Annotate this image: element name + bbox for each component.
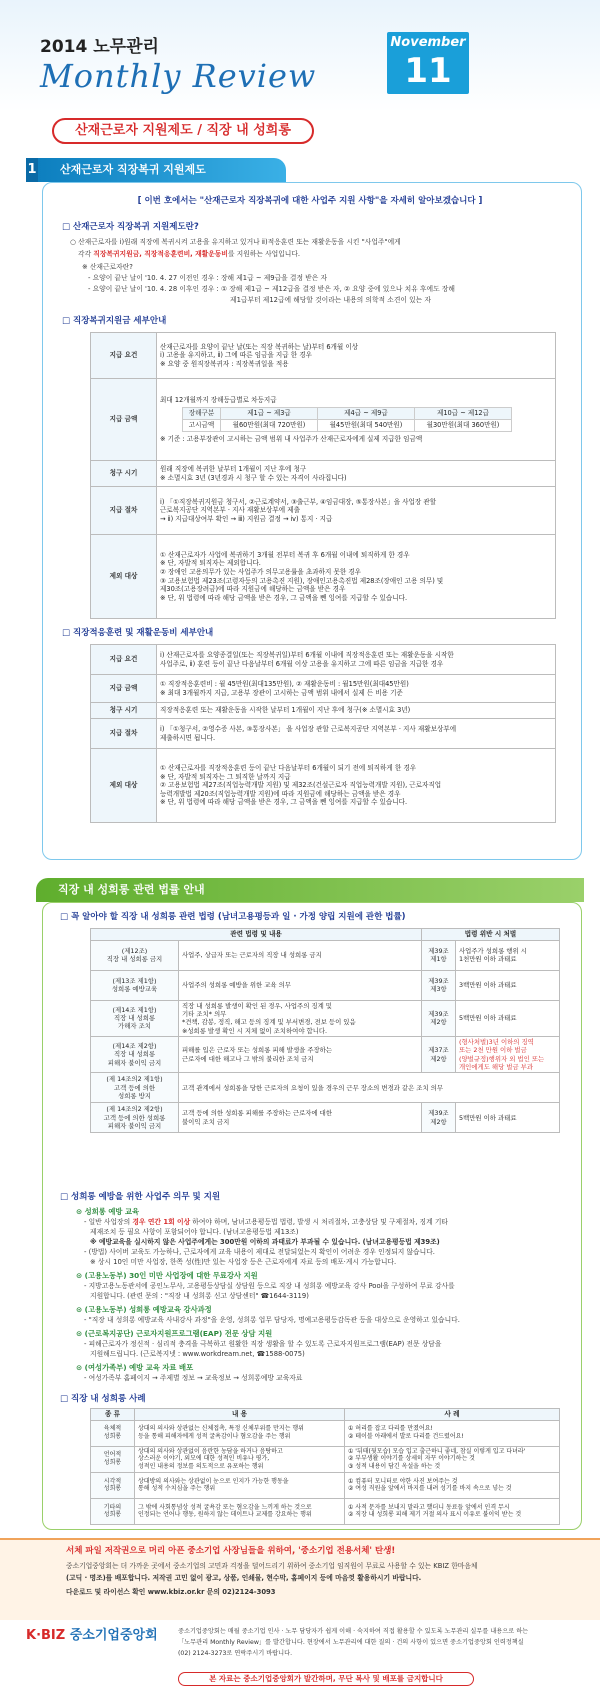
t2-r5c: ② 고용보험법 제27조(직업능력개발 지원) 및 제32조(건설근로자 직업능력개발 지원), 근로자직업 <box>160 781 442 790</box>
header-title: Monthly Review <box>40 57 317 95</box>
t1-r2b: ※ 기준 : 고용부장관이 고시하는 금액 범위 내 사업주가 산재근로자에게 실제 지급한 임금액 <box>160 434 423 443</box>
t1-r1c: ※ 요양 중 원직장복귀자 : 직장복귀일을 적용 <box>160 359 289 368</box>
section1-tab: 산재근로자 직장복귀 지원제도 <box>38 158 286 182</box>
duty-s4b: 지원해드립니다. (근로복지넷 : www.workdream.net, ☎1588-0075) <box>90 1350 305 1358</box>
t2-key-claim: 청구 시기 <box>91 703 157 719</box>
law-cell-art: 제39조 제2항 <box>422 1103 456 1133</box>
t2-r3a: 직장적응훈련 또는 재활운동을 시작한 날부터 1개월이 지난 후에 청구(※ 소멸시효 3년) <box>157 703 556 719</box>
t1-r1b: ⅰ) 고용을 유지하고, ⅱ) 그에 따른 임금을 지급 한 경우 <box>160 351 312 360</box>
law-heading: □ 꼭 알아야 할 직장 내 성희롱 관련 법령 (남녀고용평등과 일 · 가정 양립 지원에 관한 법률) <box>60 912 406 923</box>
cases-row <box>91 1420 560 1446</box>
law-cell-art: 제39조 제2항 <box>422 1000 456 1036</box>
cases-cell-type: 육체적 성희롱 <box>91 1420 135 1446</box>
cases-cell-content: 상대방의 의사와는 상관없이 눈으로 인지가 가능한 행동을 통해 성적 수치심을 주는 행위 <box>135 1472 345 1498</box>
cases-cell-type: 언어적 성희롱 <box>91 1446 135 1472</box>
law-row <box>91 940 560 970</box>
law-cell-art: 제37조 제2항 <box>422 1036 456 1072</box>
law-row <box>91 1000 560 1036</box>
duty-s4: ⊙ (근로복지공단) 근로자지원프로그램(EAP) 전문 상담 지원 <box>76 1329 272 1338</box>
law-cell-content: 사업주, 상급자 또는 근로자의 직장 내 성희롱 금지 <box>179 940 422 970</box>
t1-r5c: ② 장애인 고용의무가 있는 사업주가 의무고용률을 초과하지 못한 경우 <box>160 567 362 576</box>
kbiz-logo-mark: K·BIZ <box>26 1628 66 1643</box>
t2-r5d: 능력개발법 제20조(직업능력개발 지원)에 따라 지원금에 해당하는 금액을 받은 경우 <box>160 789 401 798</box>
kbiz-logo-text: 중소기업중앙회 <box>69 1628 158 1643</box>
t1-key-requirement: 지급 요건 <box>91 333 157 379</box>
t1-r3a: 원래 직장에 복귀한 날부터 1개월이 지난 후에 청구 <box>160 464 307 473</box>
cases-header-cell: 내 용 <box>135 1409 345 1421</box>
main-title: 산재근로자 지원제도 / 직장 내 성희롱 <box>52 118 314 144</box>
t1-r1a: 산재근로자를 요양이 끝난 날(또는 직장 복귀하는 날)부터 6개월 이상 <box>160 342 359 351</box>
law-row <box>91 1073 560 1103</box>
t2-r1a: ⅰ) 산재근로자를 요양종결일(또는 직장복귀일)부터 6개월 이내에 직장적응훈련 또는 재활운동을 시작한 <box>160 650 454 659</box>
footer-headline: 서체 파일 저작권으로 머리 아픈 중소기업 사장님들을 위하여, '중소기업 전용서체' 탄생! <box>66 1546 396 1556</box>
duty-s1d: - (방법) 사이버 교육도 가능하나, 근로자에게 교육 내용이 제대로 전달되었는지 확인이 어려운 경우 인정되지 않습니다. <box>84 1248 435 1256</box>
t2-key-exclusion: 제외 대상 <box>91 749 157 823</box>
law-cell-art: 제39조 제1항 <box>422 940 456 970</box>
t1-heading: □ 직장복귀지원금 세부안내 <box>62 316 166 327</box>
law-cell-penalty: 사업주가 성희롱 행위 시 1천만원 이하 과태료 <box>456 940 560 970</box>
t1-r5f: ※ 단, 위 법령에 따라 해당 금액을 받은 경우, 그 금액을 뺀 잉여를 지급할 수 있습니다. <box>160 593 408 602</box>
t1-key-exclusion: 제외 대상 <box>91 535 157 619</box>
grade-header-cell: 제4급 ~ 제9급 <box>317 408 414 420</box>
footer-line3: (고딕 · 명조)를 배포합니다. 저작권 고민 없이 광고, 상품, 인쇄물, 현수막, 홈페이지 등에 마음껏 활용하시기 바랍니다. <box>66 1574 422 1582</box>
t1-r5e: 제30조(고용장려금)에 따라 지원금에 해당하는 금액을 받은 경우 <box>160 585 346 594</box>
t2-table <box>90 644 556 823</box>
law-cell-law: (제14조 제1항) 직장 내 성희롱 가해자 조치 <box>91 1000 179 1036</box>
duty-s2a: - 지방고용노동관서에 공인노무사, 고용평등상담실 상담원 등으로 직장 내 성희롱 예방교육 강사 Pool을 구성하여 무료 강사를 <box>84 1282 455 1290</box>
grade-header-cell: 제1급 ~ 제3급 <box>221 408 318 420</box>
what-case1: - 요양이 끝난 날이 '10. 4. 27 이전인 경우 : 장해 제1급 ~ 제9급을 결정 받은 자 <box>88 274 328 282</box>
duty-s3: ⊙ (고용노동부) 성희롱 예방교육 강사과정 <box>76 1305 212 1314</box>
cases-cell-content: 상대의 의사와 상관없이 음란한 농담을 하거나 음탕하고 상스러운 이야기, 외모에 대한 성적인 비유나 평가, 성적인 내용의 정보를 의도적으로 유포하는 행위 <box>135 1446 345 1472</box>
duty-s1: ⊙ 성희롱 예방 교육 <box>76 1207 139 1216</box>
what-line2: 각각 직장복귀지원금, 직장적응훈련비, 재활운동비를 지원하는 사업입니다. <box>78 250 301 258</box>
grade-table <box>182 407 512 431</box>
cases-cell-example: ① '뒤태(뒷모습) 모습 입고 출근하니 좋네, 참실 이렇게 입고 다녀라' ② 부부생활 이야기를 상세히 자꾸 이야기하는 것 ③ 성적 내용이 담긴 옥설을 하는 것 <box>345 1446 560 1472</box>
t2-heading: □ 직장적응훈련 및 재활운동비 세부안내 <box>62 628 213 639</box>
cases-row <box>91 1472 560 1498</box>
t1-key-amount: 지급 금액 <box>91 379 157 461</box>
t2-r2a: ① 직장적응훈련비 : 월 45만원(최대135만원), ② 재활운동비 : 월15만원(최대45만원) <box>160 679 409 688</box>
cases-row <box>91 1498 560 1524</box>
t1-key-procedure: 지급 절차 <box>91 487 157 535</box>
grade-header-cell: 제10급 ~ 제12급 <box>414 408 511 420</box>
grade-header-cell: 장해구분 <box>183 408 221 420</box>
duty-s4a: - 피해근로자가 정신적 · 심리적 충격을 극복하고 원활한 직장 생활을 할 수 있도록 근로자지원프로그램(EAP) 전문 상담을 <box>84 1340 442 1348</box>
law-cell-content: 고객 관계에서 성희롱을 당한 근로자의 요청이 있을 경우의 근무 장소의 변경과 같은 조치 의무 <box>179 1073 560 1103</box>
cases-cell-type: 기타의 성희롱 <box>91 1498 135 1524</box>
law-cell-penalty: 3백만원 이하 과태료 <box>456 970 560 1000</box>
duty-heading: □ 성희롱 예방을 위한 사업주 의무 및 지원 <box>60 1192 220 1203</box>
law-row <box>91 970 560 1000</box>
duty-s2b: 지원합니다. (관련 문의 : "직장 내 성희롱 신고 상담센터" ☎1644-3119) <box>90 1292 309 1300</box>
law-cell-art: 제39조 제3항 <box>422 970 456 1000</box>
law-head-left: 관련 법령 및 내용 <box>91 929 422 941</box>
footer-desc1: 중소기업중앙회는 매월 중소기업 인사 · 노무 담당자가 쉽게 이해 · 숙지하여 직접 활용할 수 있도록 노무관리 실무를 내용으로 하는 <box>178 1628 529 1635</box>
footer-desc3: (02) 2124-3273로 연락주시기 바랍니다. <box>178 1650 293 1657</box>
issue-badge <box>387 32 469 94</box>
duty-s5a: - 여성가족부 홈페이지 → 주제별 정보 → 교육정보 → 성희롱예방 교육자료 <box>84 1374 303 1382</box>
law-cell-law: (제13조 제1항) 성희롱 예방교육 <box>91 970 179 1000</box>
cases-cell-content: 그 밖에 사회통념상 성적 굴욕감 또는 혐오감을 느끼게 하는 것으로 인정되는 언어나 행동, 원하지 않는 데이트나 교제를 강요하는 행위 <box>135 1498 345 1524</box>
issue-day: 11 <box>404 50 452 91</box>
grade-value-cell: 고시금액 <box>183 420 221 432</box>
t2-r4a: ⅰ) 「①청구서, ②영수증 사본, ③통장사본」 을 사업장 관할 근로복지공단 지역본부 · 지사 재활보상부에 <box>160 724 457 733</box>
cases-heading: □ 직장 내 성희롱 사례 <box>60 1394 146 1405</box>
law-cell-content: 피해를 입은 근로자 또는 성희롱 피해 발생을 주장하는 근로자에 대한 해고나 그 밖의 불리한 조치 금지 <box>179 1036 422 1072</box>
t1-r4c: → ⅱ) 지급대상여부 확인 → ⅲ) 지원금 결정 → ⅳ) 통지 · 지급 <box>160 514 333 523</box>
law-cell-law: (제 14조의2 제1항) 고객 등에 의한 성희롱 방지 <box>91 1073 179 1103</box>
footer-desc2: 「노무관리 Monthly Review」를 발간합니다. 현장에서 노무관리에 대한 질의 · 건의 사항이 있으면 중소기업중앙회 인력정책실 <box>178 1639 524 1646</box>
t1-r2a: 최대 12개월까지 장해등급별로 차등지급 <box>160 395 277 404</box>
copyright-banner: 본 자료는 중소기업중앙회가 발간하며, 무단 복사 및 배포를 금지합니다 <box>178 1672 474 1686</box>
grade-value-cell: 월30만원(최대 360만원) <box>414 420 511 432</box>
law-cell-content: 사업주의 성희롱 예방을 위한 교육 의무 <box>179 970 422 1000</box>
duty-s1a: - 일반 사업장의 경우 연간 1회 이상 하여야 하며, 남녀고용평등법 법령, 발생 시 처리절차, 고충상담 및 구제절차, 징계 기타 <box>84 1218 448 1226</box>
cases-cell-example: ① 사적 문자를 보내지 말라고 했더니 동료들 앞에서 인격 무시 ② 직장 내 성희롱 피해 제기 거절 의사 표시 이유로 불이익 받는 것 <box>345 1498 560 1524</box>
law-head-right: 법령 위반 시 처벌 <box>422 929 560 941</box>
t2-key-requirement: 지급 요건 <box>91 645 157 675</box>
cases-cell-type: 시각적 성희롱 <box>91 1472 135 1498</box>
section1-number: 1 <box>26 158 38 182</box>
duty-s1c: ※ 예방교육을 실시하지 않은 사업주에게는 300만원 이하의 과태료가 부과될 수 있습니다. (남녀고용평등법 제39조) <box>90 1238 440 1246</box>
t1-key-claim: 청구 시기 <box>91 461 157 487</box>
cases-row <box>91 1446 560 1472</box>
issue-month: November <box>390 35 466 50</box>
t1-r5a: ① 산재근로자가 사업에 복귀하기 3개월 전부터 복귀 후 6개월 이내에 퇴직하게 한 경우 <box>160 550 410 559</box>
header-year: 2014 노무관리 <box>40 37 159 57</box>
t1-table <box>90 332 556 619</box>
duty-s3a: - "직장 내 성희롱 예방교육 사내강사 과정"을 운영, 성희롱 업무 담당자, 명예고용평등감독관 등을 대상으로 운영하고 있습니다. <box>84 1316 460 1324</box>
cases-header-cell: 종 류 <box>91 1409 135 1421</box>
what-case2: - 요양이 끝난 날이 '10. 4. 28 이후인 경우 : ① 장해 제1급 ~ 제12급을 결정 받은 자, ② 요양 중에 있으나 치유 후에도 장해 <box>88 285 455 293</box>
t2-r4b: 제출하시면 됩니다. <box>160 733 216 742</box>
grade-value-cell: 월45만원(최대 540만원) <box>317 420 414 432</box>
law-row <box>91 1036 560 1072</box>
duty-s5: ⊙ (여성가족부) 예방 교육 자료 배포 <box>76 1363 193 1372</box>
law-table <box>90 928 560 1133</box>
cases-cell-example: ① 컴퓨터 모니터로 야한 사진 보여주는 것 ② 여성 직원을 앞에서 바지를 내려 성기를 바지 속으로 넣는 것 <box>345 1472 560 1498</box>
section1-intro: [ 이번 호에서는 "산재근로자 직장복귀에 대한 사업주 지원 사항"을 자세히 알아보겠습니다 ] <box>137 196 483 206</box>
cases-table <box>90 1408 560 1525</box>
duty-s1e: ※ 상시 10인 미만 사업장, 한쪽 성(性)만 있는 사업장 등은 근로자에게 자료 등의 배포·게시 가능합니다. <box>90 1258 397 1266</box>
t1-r4a: ⅰ) 「①직장복귀지원금 청구서, ②근로계약서, ③출근부, ④임금대장, ⑤통장사본」을 사업장 관할 <box>160 497 437 506</box>
law-row <box>91 1103 560 1133</box>
cases-cell-content: 상대의 의사와 상관없는 신체접촉, 특정 신체부위를 만지는 행위 등을 통해 피해자에게 성적 굴욕감이나 혐오감을 주는 행위 <box>135 1420 345 1446</box>
what-line1: ○ 산재근로자를 ⅰ)원래 직장에 복귀시켜 고용을 유지하고 있거나 ⅱ)적응훈련 또는 재활운동을 시킨 "사업주"에게 <box>70 238 401 246</box>
t2-r5e: ※ 단, 위 법령에 따라 해당 금액을 받은 경우, 그 금액을 뺀 잉여를 지급할 수 있습니다. <box>160 798 408 807</box>
law-cell-penalty: (형사처벌)3년 이하의 징역 또는 2천 만원 이하 벌금 (양벌규정)행위자 외 법인 또는 개인에게도 해당 벌금 부과 <box>456 1036 560 1072</box>
what-heading: □ 산재근로자 직장복귀 지원제도란? <box>62 222 199 233</box>
duty-s1b: 제재조치 등 필요 사항이 포함되어야 합니다. (남녀고용평등법 제13조) <box>90 1228 299 1236</box>
law-cell-penalty: 5백만원 이하 과태료 <box>456 1000 560 1036</box>
law-cell-law: (제14조 제2항) 직장 내 성희롱 피해자 불이익 금지 <box>91 1036 179 1072</box>
t1-r3b: ※ 소멸시효 3년 (3년경과 시 청구 할 수 있는 자격이 사라집니다) <box>160 473 347 482</box>
what-case2-cont: 제1급부터 제12급에 해당할 것이라는 내용의 의학적 소견이 있는 자 <box>230 296 431 304</box>
section2-tab: 직장 내 성희롱 관련 법률 안내 <box>36 878 584 902</box>
t1-r4b: 근로복지공단 지역본부 · 지사 재활보상부에 제출 <box>160 506 300 515</box>
duty-s2: ⊙ (고용노동부) 30인 미만 사업장에 대한 무료강사 지원 <box>76 1271 258 1280</box>
t1-r5b: ※ 단, 자발적 퇴직자는 제외합니다. <box>160 559 261 568</box>
what-note: ※ 산재근로자란? <box>82 263 133 271</box>
law-cell-content: 직장 내 성희롱 발생이 확인 된 경우, 사업주의 징계 및 기타 조치* 의무 *견책, 감봉, 정직, 해고 등의 징계 및 부서변경, 전보 등이 있음 ※성희롱 발생 확인 시 지체 없이 조치하여야 합니다. <box>179 1000 422 1036</box>
footer-line4: 다운로드 및 라이선스 확인 www.kbiz.or.kr 문의 02)2124-3093 <box>66 1588 276 1596</box>
law-cell-law: (제12조) 직장 내 성희롱 금지 <box>91 940 179 970</box>
kbiz-logo <box>26 1628 158 1645</box>
footer-line2: 중소기업중앙회는 더 가까운 곳에서 중소기업의 고민과 걱정을 덜어드리기 위하여 중소기업 임직원이 무료로 사용할 수 있는 KBIZ 한마음체 <box>66 1562 478 1570</box>
law-cell-penalty: 5백만원 이하 과태료 <box>456 1103 560 1133</box>
t2-r5a: ① 산재근로자를 직장적응훈련 등이 끝난 다음날부터 6개월이 되기 전에 퇴직하게 한 경우 <box>160 764 417 773</box>
grade-value-cell: 월60만원(최대 720만원) <box>221 420 318 432</box>
law-cell-content: 고객 등에 의한 성희롱 피해를 주장하는 근로자에 대한 불이익 조치 금지 <box>179 1103 422 1133</box>
t2-key-amount: 지급 금액 <box>91 675 157 703</box>
law-cell-law: (제 14조의2 제2항) 고객 등에 의한 성희롱 피해자 불이익 금지 <box>91 1103 179 1133</box>
cases-cell-example: ① 허리를 잡고 다리를 만졌어요! ② 테이블 아래에서 발로 다리를 건드렸어요! <box>345 1420 560 1446</box>
t2-r5b: ※ 단, 자발적 퇴직자는 그 퇴직한 날까지 지급 <box>160 772 291 781</box>
t2-key-procedure: 지급 절차 <box>91 719 157 749</box>
cases-header-cell: 사 례 <box>345 1409 560 1421</box>
t1-r5d: ③ 고용보험법 제23조(고령자등의 고용촉진 지원), 장애인고용촉진법 제28조(장애인 고용 의무) 및 <box>160 576 444 585</box>
t2-r2b: ※ 최대 3개월까지 지급, 고용부 장관이 고시하는 금액 범위 내에서 실제 든 비용 기준 <box>160 688 403 697</box>
t2-r1b: 사업주로, ⅱ) 훈련 등이 끝난 다음날부터 6개월 이상 고용을 유지하고 그에 따른 임금을 지급한 경우 <box>160 659 444 668</box>
